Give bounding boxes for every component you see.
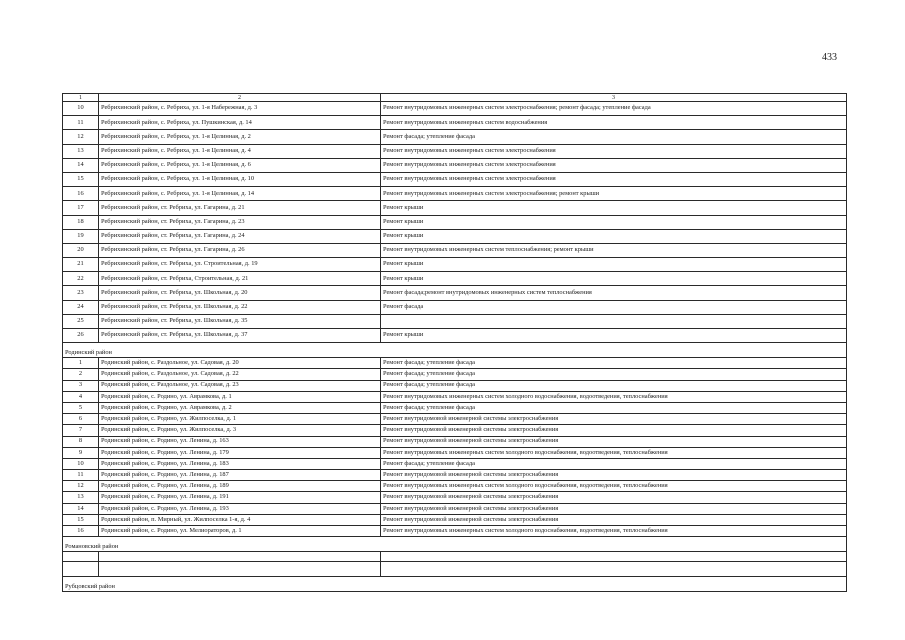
row-number: 10 xyxy=(63,458,99,469)
row-number: 4 xyxy=(63,391,99,402)
empty-cell xyxy=(381,562,847,577)
row-number: 16 xyxy=(63,187,99,201)
row-address: Ребрихинский район, с. Ребриха, ул. 1-я Целинная, д. 10 xyxy=(99,172,381,186)
row-number: 3 xyxy=(63,380,99,391)
table-row xyxy=(63,172,847,186)
row-address: Ребрихинский район, с. Ребриха, ул. 1-я Целинная, д. 4 xyxy=(99,144,381,158)
row-work-type: Ремонт фасада; утепление фасада xyxy=(381,130,847,144)
table-body xyxy=(63,94,847,592)
row-number: 13 xyxy=(63,144,99,158)
table-row xyxy=(63,492,847,503)
row-work-type: Ремонт фасада; утепление фасада xyxy=(381,380,847,391)
row-work-type: Ремонт фасада xyxy=(381,300,847,314)
table-row xyxy=(63,526,847,537)
row-work-type: Ремонт крыши xyxy=(381,229,847,243)
table-row xyxy=(63,470,847,481)
table-row xyxy=(63,458,847,469)
row-number: 8 xyxy=(63,436,99,447)
row-number: 17 xyxy=(63,201,99,215)
column-number-row xyxy=(63,94,847,102)
table-row xyxy=(63,314,847,328)
row-work-type: Ремонт внутридомовой инженерной системы электроснабжения xyxy=(381,514,847,525)
table-row xyxy=(63,481,847,492)
table-row xyxy=(63,414,847,425)
row-work-type: Ремонт внутридомовых инженерных систем холодного водоснабжения, водоотведения, теплоснабжения xyxy=(381,391,847,402)
row-number: 19 xyxy=(63,229,99,243)
row-number: 26 xyxy=(63,329,99,343)
row-address: Родинский район, с. Родино, ул. Ленина, д. 187 xyxy=(99,470,381,481)
row-work-type: Ремонт фасада; утепление фасада xyxy=(381,369,847,380)
row-work-type: Ремонт внутридомовых инженерных систем водоснабжения xyxy=(381,116,847,130)
row-work-type: Ремонт внутридомовых инженерных систем холодного водоснабжения, водоотведения, теплоснабжения xyxy=(381,526,847,537)
row-number: 15 xyxy=(63,172,99,186)
row-address: Ребрихинский район, с. Ребриха, ул. 1-я Целинная, д. 6 xyxy=(99,158,381,172)
row-number: 22 xyxy=(63,272,99,286)
empty-row xyxy=(63,552,847,562)
table-row xyxy=(63,272,847,286)
table-row xyxy=(63,514,847,525)
row-work-type: Ремонт фасада;ремонт внутридомовых инженерных систем теплоснабжения xyxy=(381,286,847,300)
row-address: Ребрихинский район, ст. Ребриха, ул. Школьная, д. 22 xyxy=(99,300,381,314)
row-work-type xyxy=(381,314,847,328)
table-row xyxy=(63,380,847,391)
header-col-1: 1 xyxy=(63,94,99,102)
row-address: Ребрихинский район, ст. Ребриха, ул. Школьная, д. 20 xyxy=(99,286,381,300)
table-row xyxy=(63,402,847,413)
row-address: Родинский район, с. Родино, ул. Ленина, д. 163 xyxy=(99,436,381,447)
row-address: Ребрихинский район, ст. Ребриха, ул. Школьная, д. 37 xyxy=(99,329,381,343)
row-number: 24 xyxy=(63,300,99,314)
row-work-type: Ремонт фасада; утепление фасада xyxy=(381,402,847,413)
row-address: Родинский район, с. Родино, ул. Ленина, д. 191 xyxy=(99,492,381,503)
row-number: 11 xyxy=(63,470,99,481)
row-number: 13 xyxy=(63,492,99,503)
row-work-type: Ремонт внутридомовой инженерной системы электроснабжения xyxy=(381,492,847,503)
row-address: Родинский район, с. Родино, ул. Ленина, д. 189 xyxy=(99,481,381,492)
row-address: Родинский район, с. Раздольное, ул. Садовая, д. 23 xyxy=(99,380,381,391)
table-row xyxy=(63,187,847,201)
row-work-type: Ремонт внутридомовой инженерной системы электроснабжения xyxy=(381,414,847,425)
row-number: 18 xyxy=(63,215,99,229)
row-work-type: Ремонт внутридомовых инженерных систем электроснабжения; ремонт фасада; утепление фасада xyxy=(381,102,847,116)
row-address: Ребрихинский район, с. Ребриха, ул. 1-я Целинная, д. 2 xyxy=(99,130,381,144)
row-work-type: Ремонт крыши xyxy=(381,215,847,229)
row-number: 20 xyxy=(63,243,99,257)
table-row xyxy=(63,116,847,130)
row-address: Родинский район, с. Раздольное, ул. Садовая, д. 22 xyxy=(99,369,381,380)
row-number: 21 xyxy=(63,258,99,272)
row-number: 9 xyxy=(63,447,99,458)
row-number: 23 xyxy=(63,286,99,300)
row-number: 1 xyxy=(63,358,99,369)
row-address: Родинский район, с. Родино, ул. Ленина, д. 183 xyxy=(99,458,381,469)
empty-cell xyxy=(63,562,99,577)
row-work-type: Ремонт внутридомовой инженерной системы электроснабжения xyxy=(381,503,847,514)
row-number: 15 xyxy=(63,514,99,525)
row-number: 10 xyxy=(63,102,99,116)
empty-cell xyxy=(63,552,99,562)
row-address: Ребрихинский район, с. Ребриха, ул. 1-я Целинная, д. 14 xyxy=(99,187,381,201)
row-work-type: Ремонт внутридомовых инженерных систем холодного водоснабжения, водоотведения, теплоснабжения xyxy=(381,481,847,492)
row-number: 12 xyxy=(63,130,99,144)
row-work-type: Ремонт внутридомовых инженерных систем электроснабжения xyxy=(381,144,847,158)
district-rodino: Родинский район xyxy=(63,343,847,358)
empty-cell xyxy=(99,552,381,562)
table-row xyxy=(63,215,847,229)
row-number: 2 xyxy=(63,369,99,380)
header-col-3: 3 xyxy=(381,94,847,102)
row-address: Родинский район, с. Родино, ул. Жилпоселка, д. 3 xyxy=(99,425,381,436)
table-row xyxy=(63,329,847,343)
row-work-type: Ремонт внутридомовых инженерных систем электроснабжения; ремонт крыши xyxy=(381,187,847,201)
district-romanovo: Романовский район xyxy=(63,537,847,552)
table-row xyxy=(63,229,847,243)
row-address: Ребрихинский район, ст. Ребриха, ул. Гагарина, д. 21 xyxy=(99,201,381,215)
row-address: Родинский район, с. Родино, ул. Аврамкова, д. 2 xyxy=(99,402,381,413)
row-number: 5 xyxy=(63,402,99,413)
row-address: Родинский район, с. Родино, ул. Ленина, д. 179 xyxy=(99,447,381,458)
row-work-type: Ремонт крыши xyxy=(381,329,847,343)
row-number: 12 xyxy=(63,481,99,492)
row-work-type: Ремонт внутридомовой инженерной системы электроснабжения xyxy=(381,470,847,481)
district-row xyxy=(63,577,847,592)
row-number: 14 xyxy=(63,503,99,514)
table-row xyxy=(63,425,847,436)
row-number: 25 xyxy=(63,314,99,328)
table-row xyxy=(63,102,847,116)
row-work-type: Ремонт внутридомовых инженерных систем теплоснабжения; ремонт крыши xyxy=(381,243,847,257)
table-row xyxy=(63,503,847,514)
row-work-type: Ремонт внутридомовых инженерных систем электроснабжения xyxy=(381,172,847,186)
table-row xyxy=(63,447,847,458)
table-row xyxy=(63,258,847,272)
row-address: Ребрихинский район, с. Ребриха, ул. Пушкинская, д. 14 xyxy=(99,116,381,130)
row-work-type: Ремонт фасада; утепление фасада xyxy=(381,458,847,469)
table-row xyxy=(63,144,847,158)
table-row xyxy=(63,243,847,257)
row-work-type: Ремонт крыши xyxy=(381,258,847,272)
row-work-type: Ремонт внутридомовых инженерных систем электроснабжения xyxy=(381,158,847,172)
repair-register-table xyxy=(62,93,847,592)
row-address: Ребрихинский район, с. Ребриха, ул. 1-я Набережная, д. 3 xyxy=(99,102,381,116)
table-row xyxy=(63,300,847,314)
row-work-type: Ремонт внутридомовой инженерной системы электроснабжения xyxy=(381,425,847,436)
empty-cell xyxy=(99,562,381,577)
row-work-type: Ремонт фасада; утепление фасада xyxy=(381,358,847,369)
district-row xyxy=(63,343,847,358)
row-address: Родинский район, с. Родино, ул. Мелиораторов, д. 1 xyxy=(99,526,381,537)
table-row xyxy=(63,201,847,215)
table-row xyxy=(63,130,847,144)
row-work-type: Ремонт крыши xyxy=(381,201,847,215)
row-address: Ребрихинский район, ст. Ребриха, ул. Школьная, д. 35 xyxy=(99,314,381,328)
row-address: Ребрихинский район, ст. Ребриха, ул. Гагарина, д. 26 xyxy=(99,243,381,257)
row-work-type: Ремонт крыши xyxy=(381,272,847,286)
row-address: Родинский район, с. Раздольное, ул. Садовая, д. 20 xyxy=(99,358,381,369)
row-address: Ребрихинский район, ст. Ребриха, Строительная, д. 21 xyxy=(99,272,381,286)
row-number: 11 xyxy=(63,116,99,130)
row-number: 14 xyxy=(63,158,99,172)
header-col-2: 2 xyxy=(99,94,381,102)
district-rubtsovsk: Рубцовский район xyxy=(63,577,847,592)
empty-cell xyxy=(381,552,847,562)
table-row xyxy=(63,369,847,380)
district-row xyxy=(63,537,847,552)
table-row xyxy=(63,436,847,447)
table-row xyxy=(63,391,847,402)
row-address: Родинский район, с. Родино, ул. Жилпоселка, д. 1 xyxy=(99,414,381,425)
page-number: 433 xyxy=(822,52,837,63)
row-address: Ребрихинский район, ст. Ребриха, ул. Гагарина, д. 24 xyxy=(99,229,381,243)
row-number: 16 xyxy=(63,526,99,537)
row-work-type: Ремонт внутридомовых инженерных систем холодного водоснабжения, водоотведения, теплоснабжения xyxy=(381,447,847,458)
row-address: Ребрихинский район, ст. Ребриха, ул. Строительная, д. 19 xyxy=(99,258,381,272)
row-address: Родинский район, с. Родино, ул. Ленина, д. 193 xyxy=(99,503,381,514)
row-work-type: Ремонт внутридомовой инженерной системы электроснабжения xyxy=(381,436,847,447)
row-number: 7 xyxy=(63,425,99,436)
table-row xyxy=(63,286,847,300)
spacer-row xyxy=(63,562,847,577)
table-row xyxy=(63,358,847,369)
table-row xyxy=(63,158,847,172)
row-number: 6 xyxy=(63,414,99,425)
row-address: Родинский район, с. Родино, ул. Аврамкова, д. 1 xyxy=(99,391,381,402)
row-address: Ребрихинский район, ст. Ребриха, ул. Гагарина, д. 23 xyxy=(99,215,381,229)
row-address: Родинский район, п. Мирный, ул. Жилпоселка 1-я, д. 4 xyxy=(99,514,381,525)
